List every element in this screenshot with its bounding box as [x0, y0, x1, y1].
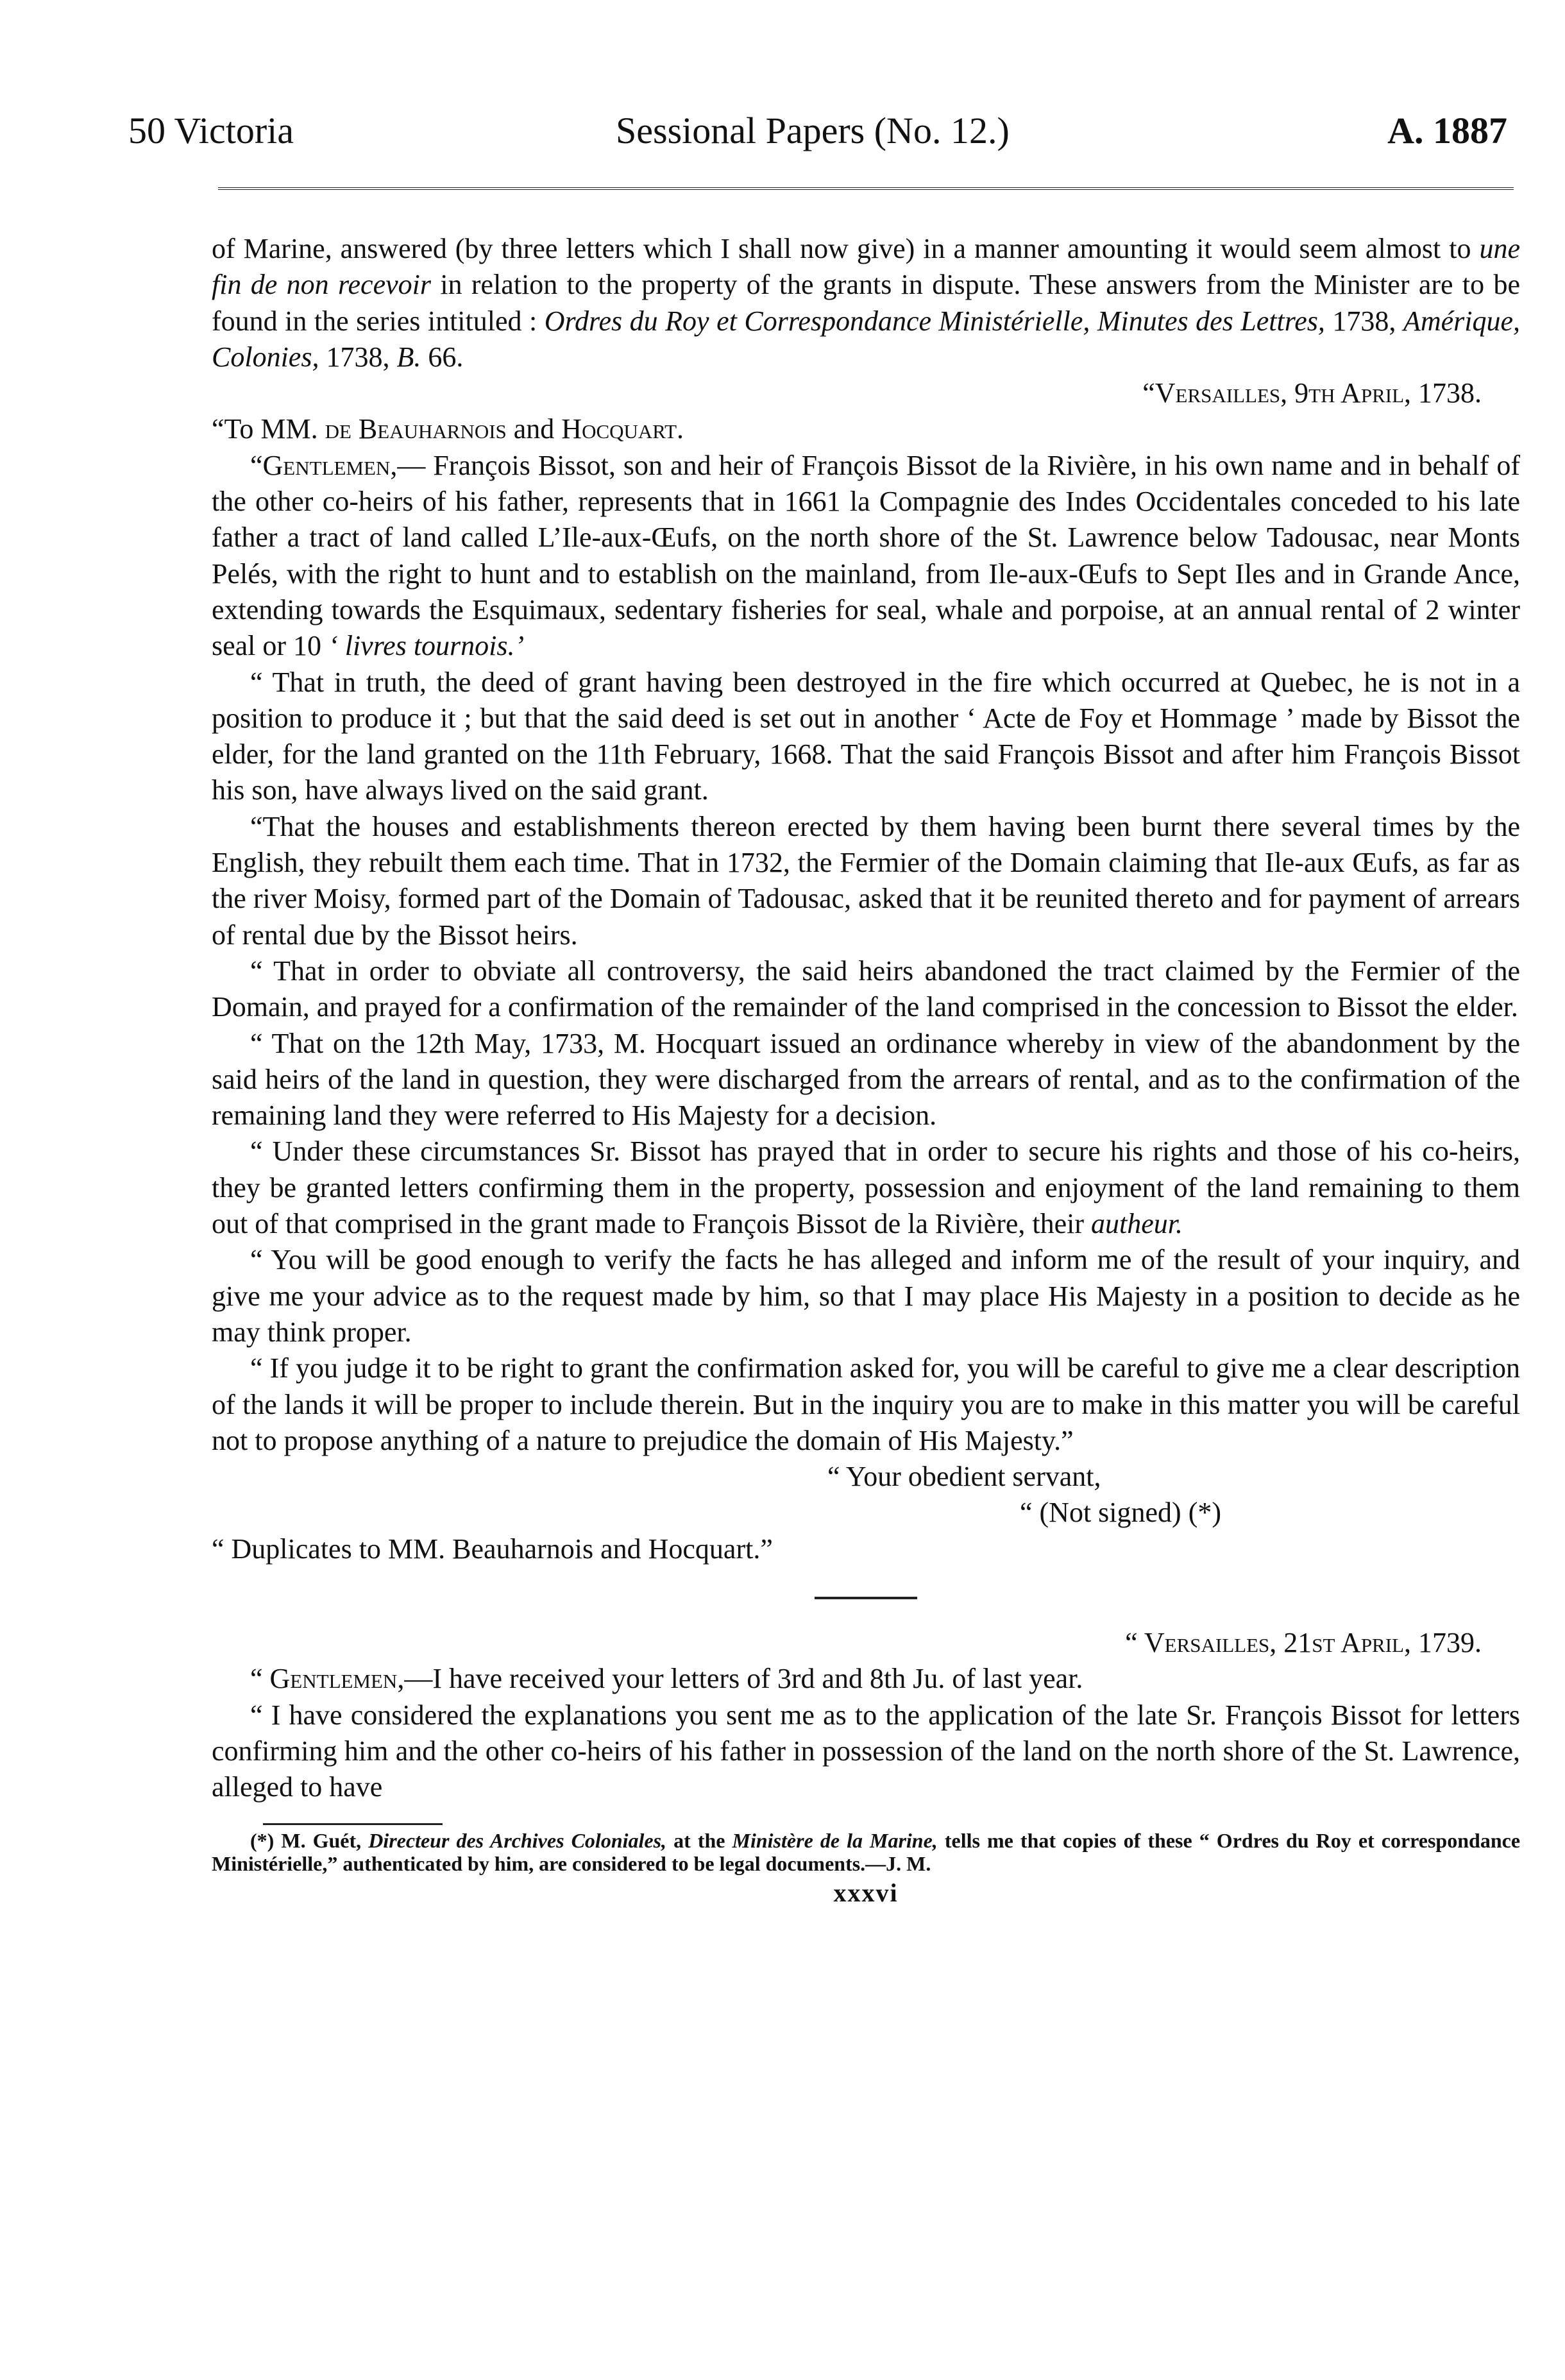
- letter1-paragraph: “ You will be good enough to verify the facts he has alleged and inform me of the result of your inquiry, and give me your advice as to the request made by him, so that I may place His Majesty in a position to decide as he may think proper.: [212, 1244, 1520, 1348]
- letter2-paragraph: “ I have considered the explanations you sent me as to the application of the late Sr. François Bissot for letters confirming him and the other co-heirs of his father in possession of the land on the north shore of the St. Lawrence, alleged to have: [212, 1699, 1520, 1803]
- letter2-paragraph: [212, 1661, 1520, 1697]
- footnote-text: at the: [666, 1829, 732, 1853]
- footnote-text: tells me that copies of these “ Ordres du Roy et correspondance Ministérielle,” authenticated by him, are considered to be legal documents.—J. M.: [212, 1829, 1521, 1876]
- letter2-dateline: “ Versailles, 21st April, 1739.: [1125, 1626, 1482, 1658]
- address-conjunction: and: [506, 413, 562, 445]
- header-session: 50 Victoria: [128, 110, 294, 151]
- intro-text: 1738,: [1324, 305, 1403, 337]
- letter1-paragraph: [212, 1134, 1520, 1242]
- intro-text: 1738,: [319, 341, 397, 373]
- page-folio: xxxvi: [833, 1878, 899, 1908]
- letter1-salutation: “Gentlemen,: [250, 449, 398, 481]
- letter1-address: [212, 411, 1520, 447]
- paragraph-text: “ Under these circumstances Sr. Bissot has prayed that in order to secure his rights and those of his co-heirs, they be granted letters confirming them in the property, possession and enjoyment of the land remaining to them out of that comprised in the grant made to François Bissot de la Rivière, their: [212, 1135, 1520, 1240]
- footnote-italic: Ministère de la Marine,: [732, 1829, 938, 1853]
- letter1-duplicates: “ Duplicates to MM. Beauharnois and Hocquart.”: [212, 1533, 773, 1565]
- letter1-paragraph: “ That in order to obviate all controversy, the said heirs abandoned the tract claimed by the Fermier of the Domain, and prayed for a confirmation of the remainder of the land comprised in the concession to Bissot the elder.: [212, 955, 1520, 1023]
- letter1-paragraph: “ That in truth, the deed of grant having been destroyed in the fire which occurred at Quebec, he is not in a position to produce it ; but that the said deed is set out in another ‘ Acte de Foy et Hommage ’ made by Bissot the elder, for the land granted on the 11th February, 1668. That the said François Bissot and after him François Bissot his son, have always lived on the said grant.: [212, 666, 1520, 806]
- header-rule: [218, 187, 1514, 192]
- paragraph-italic: ‘ livres tournois.’: [328, 630, 525, 662]
- intro-italic: une fin de non recevoir: [212, 233, 1520, 301]
- letter1-paragraph: “ That on the 12th May, 1733, M. Hocquart issued an ordinance whereby in view of the abandonment by the said heirs of the land in question, they were discharged from the arrears of rental, and as to the confirmation of the remaining land they were referred to His Majesty for a decision.: [212, 1027, 1520, 1132]
- header-year: A. 1887: [1387, 110, 1507, 151]
- intro-text: in relation to the property of the grants in dispute. These answers from the Minister are to be found in the series intituled :: [212, 269, 1520, 337]
- section-divider: [815, 1597, 917, 1599]
- intro-text: of Marine, answered (by three letters which I shall now give) in a manner amounting it would seem almost to: [212, 233, 1480, 264]
- letter2-salutation: “ Gentlemen,: [250, 1663, 405, 1695]
- header-title: Sessional Papers (No. 12.): [616, 110, 1010, 151]
- page-body: [212, 231, 1520, 1912]
- address-name: de Beauharnois: [325, 413, 507, 445]
- footnote-italic: Directeur des Archives Coloniales,: [368, 1829, 667, 1853]
- paragraph-italic: autheur.: [1091, 1208, 1183, 1240]
- letter1-dateline: “Versailles, 9th April, 1738.: [1142, 377, 1482, 409]
- footnote: [212, 1829, 1520, 1875]
- letter1-closing: “ Your obedient servant,: [827, 1461, 1101, 1493]
- letter1-paragraph: [212, 448, 1520, 665]
- address-name: Hocquart.: [561, 413, 684, 445]
- paragraph-text: —I have received your letters of 3rd and 8th Ju. of last year.: [404, 1663, 1083, 1695]
- letter1-paragraph: “ If you judge it to be right to grant the confirmation asked for, you will be careful to give me a clear description of the lands it will be proper to include therein. But in the inquiry you are to make in this matter you will be careful not to propose anything of a nature to prejudice the domain of His Majesty.”: [212, 1352, 1520, 1456]
- footnote-text: (*) M. Guét,: [250, 1829, 369, 1853]
- intro-italic: Amérique, Colonies,: [212, 305, 1520, 373]
- intro-text: 66.: [421, 341, 464, 373]
- page-header: [128, 109, 1507, 160]
- paragraph-text: — François Bissot, son and heir of François Bissot de la Rivière, in his own name and in behalf of the other co-heirs of his father, represents that in 1661 la Compagnie des Indes Occidentales conceded to his late father a tract of land called L’Ile-aux-Œufs, on the north shore of the St. Lawrence below Tadousac, near Monts Pelés, with the right to hunt and to establish on the mainland, from Ile-aux-Œufs to Sept Iles and in Grande Ance, extending towards the Esquimaux, sedentary fisheries for seal, whale and porpoise, at an annual rental of 2 winter seal or 10: [212, 449, 1520, 662]
- intro-italic: B.: [396, 341, 421, 373]
- address-prefix: “To MM.: [212, 413, 325, 445]
- letter1-signature: “ (Not signed) (*): [1020, 1497, 1222, 1529]
- footnote-rule: [263, 1823, 443, 1825]
- intro-paragraph: [212, 231, 1520, 375]
- letter1-paragraph: “That the houses and establishments thereon erected by them having been burnt there several times by the English, they rebuilt them each time. That in 1732, the Fermier of the Domain claiming that Ile-aux Œufs, as far as the river Moisy, formed part of the Domain of Tadousac, asked that it be reunited thereto and for payment of arrears of rental due by the Bissot heirs.: [212, 810, 1520, 951]
- intro-italic: Ordres du Roy et Correspondance Ministérielle, Minutes des Lettres,: [544, 305, 1325, 337]
